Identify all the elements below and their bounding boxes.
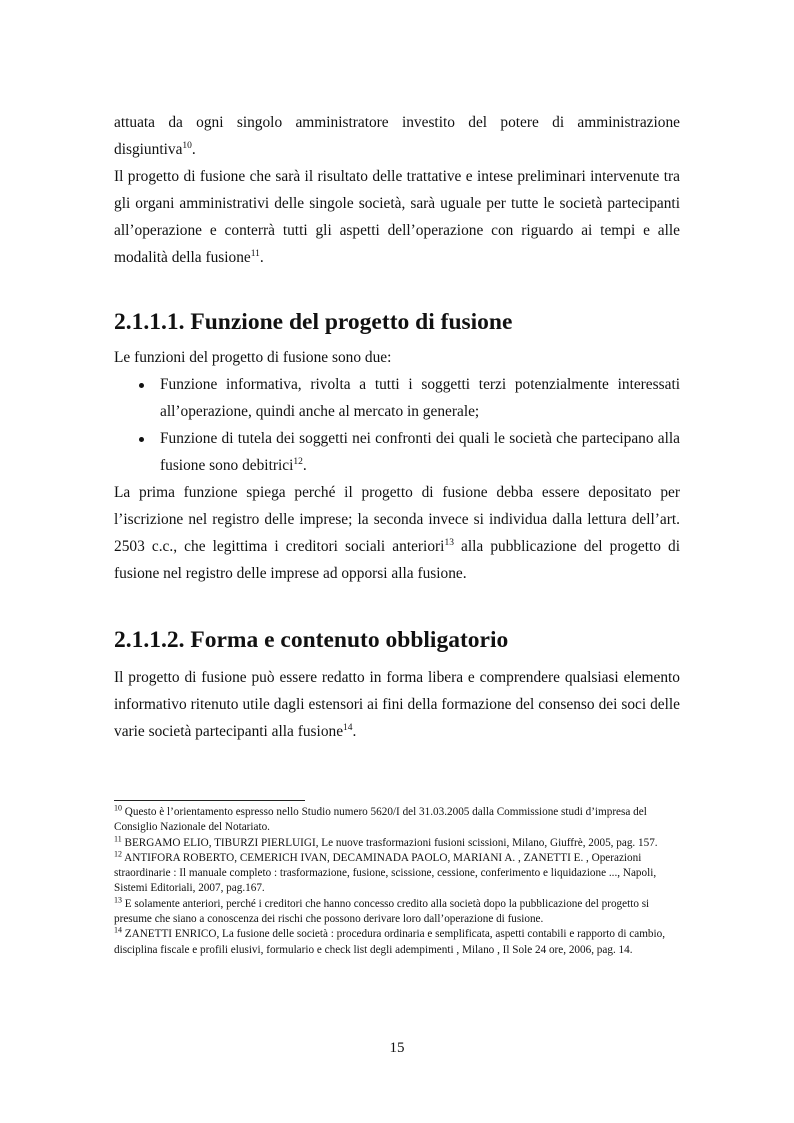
footnote-11: $^{11}$ BERGAMO ELIO, TIBURZI PIERLUIGI, Le nuove trasformazioni fusioni scissioni, Milano, Giuffrè, 2005, pag. 157. (114, 833, 658, 849)
paragraph-progetto: Il progetto di fusione che sarà il risultato delle trattative e intese preliminari intervenute tra gli organi amministrativi delle singole società, sarà uguale per tutte le società partecipanti all’operazione e conterrà tutti gli aspetti dell’operazione con riguardo ai tempi e alle modalità della fusione$^{11}$. (114, 168, 680, 266)
footnote-ref-14[interactable]: 14 (343, 722, 353, 733)
paragraph-forma-libera: Il progetto di fusione può essere redatto in forma libera e comprendere qualsiasi elemento informativo ritenuto utile dagli estensori ai fini della formazione del consenso dei soci delle varie società partecipanti alla fusione$^{14}$. (114, 669, 680, 740)
list-item: Funzione informativa, rivolta a tutti i soggetti terzi potenzialmente interessati all’operazione, quindi anche al mercato in generale; (114, 371, 680, 425)
intro-paragraphs (114, 109, 680, 271)
section-heading-forma: 2.1.1.2. Forma e contenuto obbligatorio (114, 627, 509, 653)
section-1-intro: Le funzioni del progetto di fusione sono due: (114, 349, 392, 366)
page-number: 15 (389, 1040, 405, 1056)
footnote-12: $^{12}$ ANTIFORA ROBERTO, CEMERICH IVAN, DECAMINADA PAOLO, MARIANI A. , ZANETTI E. , Operazioni straordinarie : Il manuale completo : trasformazione, fusione, scissione, cessione, conferimento e liquidazione ..., Napoli, Sistemi Editoriali, 2007, pag.167. (114, 849, 657, 895)
footnote-13: $^{13}$ E solamente anteriori, perché i creditori che hanno concesso credito alla società dopo la pubblicazione del progetto si presume che siano a conoscenza dei rischi che possono derivare loro dall’operazione di fusione. (114, 895, 650, 926)
footnotes (114, 805, 680, 958)
footnote-ref-11[interactable]: 11 (250, 248, 260, 259)
footnote-14: $^{14}$ ZANETTI ENRICO, La fusione delle società : procedura ordinaria e semplificata, aspetti contabili e rapporto di cambio, disciplina fiscale e profili elusivi, formulario e check list degli adempimenti , Milano , Il Sole 24 ore, 2006, pag. 14. (114, 925, 666, 956)
footnote-ref-12[interactable]: 12 (293, 456, 303, 467)
section-2-body (114, 664, 680, 745)
paragraph-prima-funzione: La prima funzione spiega perché il progetto di fusione debba essere depositato per l’iscrizione nel registro delle imprese; la seconda invece si individua dalla lettura dell’art. 2503 c.c., che legittima i creditori sociali anteriori$^{13}$ alla pubblicazione del progetto di fusione nel registro delle imprese ad opporsi alla fusione. (114, 484, 681, 582)
footnote-ref-13[interactable]: 13 (444, 537, 454, 548)
bullet-icon (139, 437, 144, 442)
section-heading-funzione: 2.1.1.1. Funzione del progetto di fusione (114, 309, 513, 335)
paragraph-continuation: attuata da ogni singolo amministratore investito del potere di amministrazione disgiuntiva$^{10}$. (114, 114, 680, 158)
footnote-10: $^{10}$ Questo è l’orientamento espresso nello Studio numero 5620/I del 31.03.2005 dalla Commissione studi d’impresa del Consiglio Nazionale del Notariato. (114, 803, 647, 834)
list-item: Funzione di tutela dei soggetti nei confronti dei quali le società che partecipano alla fusione sono debitrici$^{12}$. (114, 425, 680, 479)
footnote-separator (114, 800, 305, 801)
footnote-ref-10[interactable]: 10 (182, 140, 192, 151)
bullet-icon (139, 383, 144, 388)
section-1-body (114, 344, 680, 587)
functions-list (114, 371, 680, 479)
